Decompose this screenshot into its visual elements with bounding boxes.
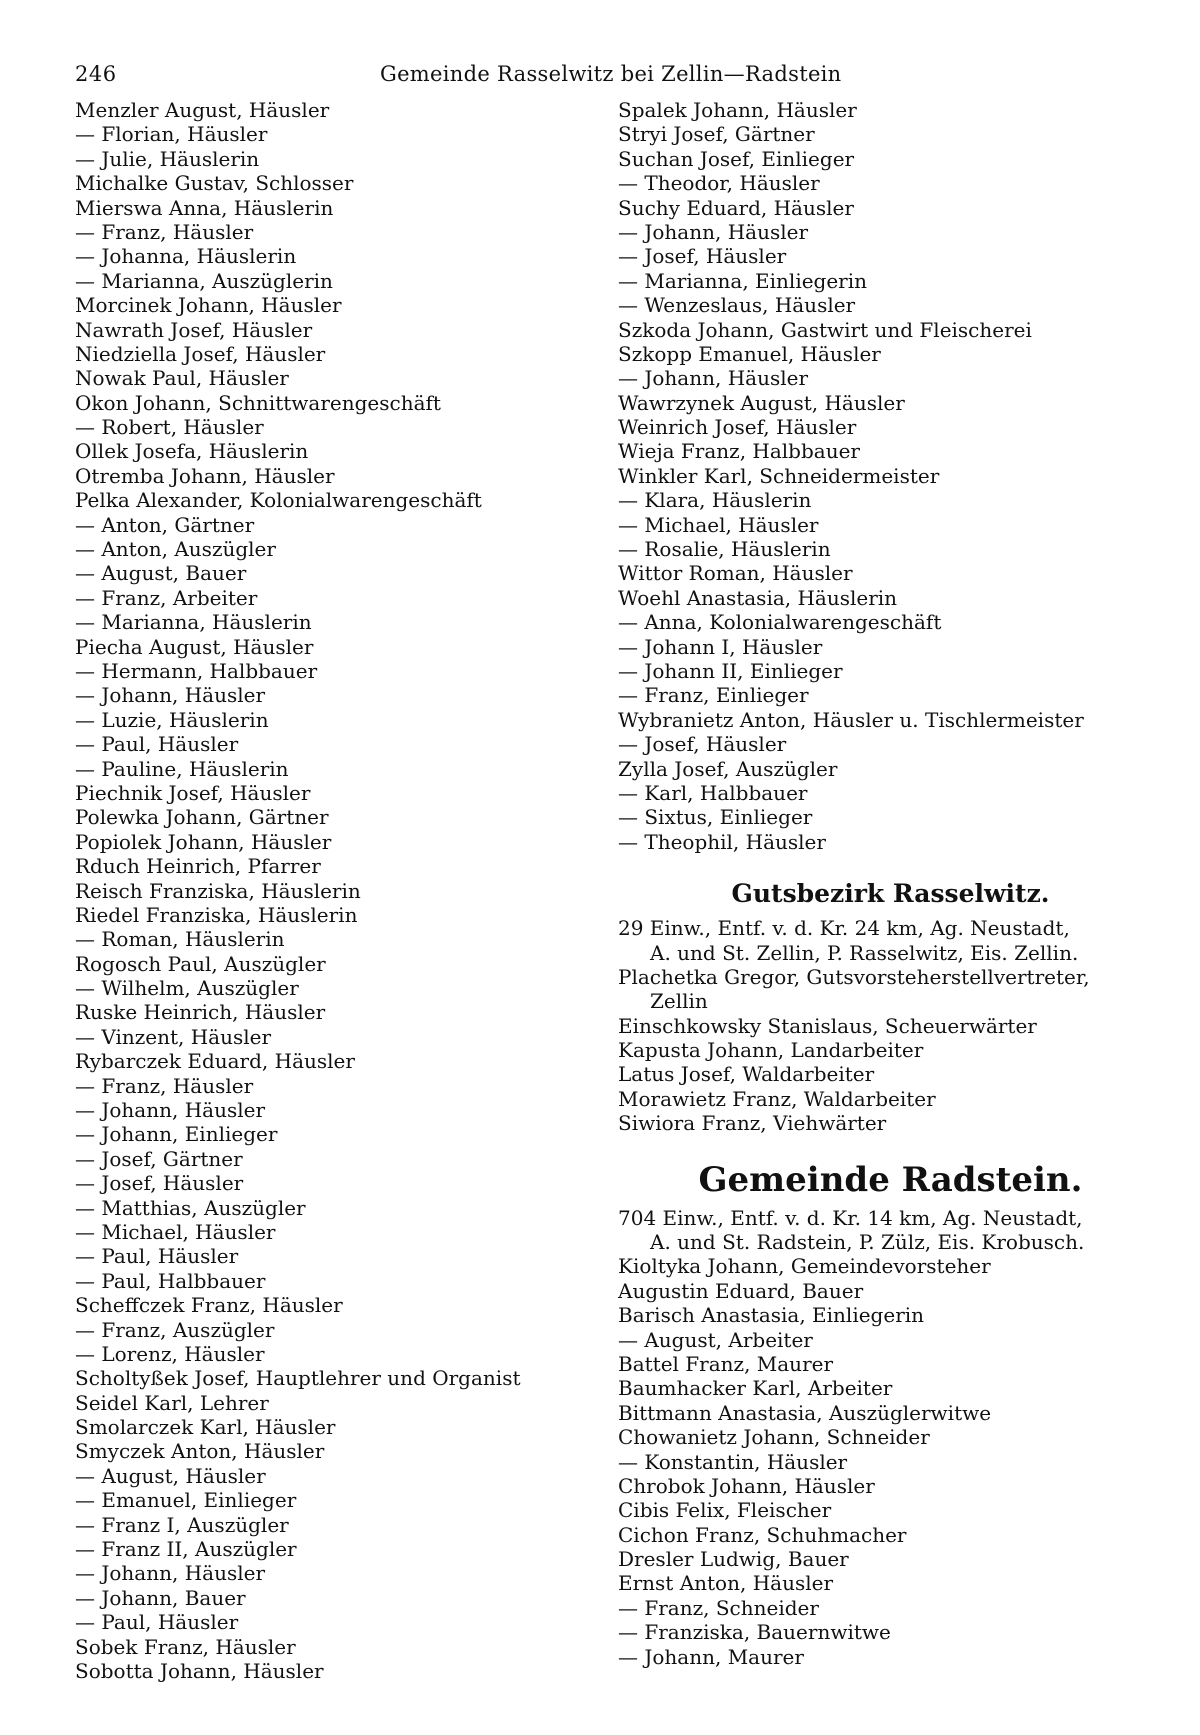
list-item: Seidel Karl, Lehrer xyxy=(75,1390,269,1415)
section-info-radstein xyxy=(618,1206,1163,1255)
list-item: Smolarczek Karl, Häusler xyxy=(75,1415,336,1440)
list-item: — Marianna, Einliegerin xyxy=(618,268,868,293)
list-item: — Johann, Häusler xyxy=(75,1098,265,1123)
list-item: — Franz, Häusler xyxy=(75,219,254,244)
list-item: — Wilhelm, Auszügler xyxy=(75,976,299,1001)
list-item: — Franz II, Auszügler xyxy=(75,1537,297,1562)
list-item: Smyczek Anton, Häusler xyxy=(75,1439,325,1464)
list-item: Zylla Josef, Auszügler xyxy=(618,756,838,781)
list-item: — Franz I, Auszügler xyxy=(75,1512,289,1537)
list-item: Wybranietz Anton, Häusler u. Tischlermeister xyxy=(618,707,1084,732)
list-item: Szkopp Emanuel, Häusler xyxy=(618,341,881,366)
list-item: Scheffczek Franz, Häusler xyxy=(75,1293,343,1318)
list-item: Niedziella Josef, Häusler xyxy=(75,341,326,366)
list-item: — Johann, Bauer xyxy=(75,1585,246,1610)
list-item: — August, Häusler xyxy=(75,1463,266,1488)
list-item: Plachetka Gregor, Gutsvorsteherstellvertreter, xyxy=(618,964,1090,989)
list-item: Barisch Anastasia, Einliegerin xyxy=(618,1303,925,1328)
running-head: Gemeinde Rasselwitz bei Zellin—Radstein xyxy=(380,62,842,86)
list-item: Wawrzynek August, Häusler xyxy=(618,390,905,415)
list-item: — Anna, Kolonialwarengeschäft xyxy=(618,610,942,635)
list-item: Bittmann Anastasia, Auszüglerwitwe xyxy=(618,1400,992,1425)
list-item: — Paul, Häusler xyxy=(75,1244,239,1269)
list-item: Kioltyka Johann, Gemeindevorsteher xyxy=(618,1254,991,1279)
list-item: Chrobok Johann, Häusler xyxy=(618,1473,875,1498)
list-item: Cichon Franz, Schuhmacher xyxy=(618,1522,907,1547)
list-item: — Klara, Häuslerin xyxy=(618,488,812,513)
list-item: Chowanietz Johann, Schneider xyxy=(618,1425,930,1450)
list-item: — Luzie, Häuslerin xyxy=(75,707,269,732)
info-line: A. und St. Zellin, P. Rasselwitz, Eis. Zellin. xyxy=(650,940,1079,965)
list-item: Weinrich Josef, Häusler xyxy=(618,415,857,440)
list-item: Cibis Felix, Fleischer xyxy=(618,1498,832,1523)
list-item: — Franz, Schneider xyxy=(618,1595,819,1620)
list-item: Wieja Franz, Halbbauer xyxy=(618,439,860,464)
right-column xyxy=(618,98,1163,1669)
list-item: Piecha August, Häusler xyxy=(75,634,314,659)
list-item: Nawrath Josef, Häusler xyxy=(75,317,313,342)
list-item: — Sixtus, Einlieger xyxy=(618,805,813,830)
list-item: Otremba Johann, Häusler xyxy=(75,463,335,488)
section-heading-gutsbezirk: Gutsbezirk Rasselwitz. xyxy=(731,879,1050,909)
list-item: Dresler Ludwig, Bauer xyxy=(618,1547,849,1572)
list-item: Sobek Franz, Häusler xyxy=(75,1634,296,1659)
list-item: — Franz, Häusler xyxy=(75,1073,254,1098)
list-item: Latus Josef, Waldarbeiter xyxy=(618,1062,875,1087)
section-entries-gutsbezirk xyxy=(618,1014,1163,1136)
list-item: Siwiora Franz, Viehwärter xyxy=(618,1111,887,1136)
list-item: — Vinzent, Häusler xyxy=(75,1024,272,1049)
list-item: Pelka Alexander, Kolonialwarengeschäft xyxy=(75,488,482,513)
info-line: 704 Einw., Entf. v. d. Kr. 14 km, Ag. Neustadt, xyxy=(618,1205,1083,1230)
list-item: — Franz, Arbeiter xyxy=(75,585,258,610)
list-item: Rduch Heinrich, Pfarrer xyxy=(75,854,321,879)
list-item: Stryi Josef, Gärtner xyxy=(618,122,815,147)
list-item: Kapusta Johann, Landarbeiter xyxy=(618,1038,924,1063)
list-item: — Konstantin, Häusler xyxy=(618,1449,848,1474)
list-item: Ruske Heinrich, Häusler xyxy=(75,1000,326,1025)
list-item: — Michael, Häusler xyxy=(618,512,819,537)
list-item: Reisch Franziska, Häuslerin xyxy=(75,878,361,903)
list-item: — Johanna, Häuslerin xyxy=(75,244,297,269)
list-item: — Johann, Einlieger xyxy=(75,1122,278,1147)
list-item: — Franziska, Bauernwitwe xyxy=(618,1620,891,1645)
list-item: — Robert, Häusler xyxy=(75,415,264,440)
info-line: A. und St. Radstein, P. Zülz, Eis. Krobusch. xyxy=(650,1230,1085,1255)
list-item: — Josef, Häusler xyxy=(618,732,787,757)
list-item: Popiolek Johann, Häusler xyxy=(75,829,332,854)
list-item: Woehl Anastasia, Häuslerin xyxy=(618,585,898,610)
list-item: — Roman, Häuslerin xyxy=(75,927,285,952)
left-column xyxy=(75,98,605,1683)
list-item: — Josef, Gärtner xyxy=(75,1146,243,1171)
section-heading-gemeinde-radstein: Gemeinde Radstein. xyxy=(698,1159,1083,1200)
list-item: Polewka Johann, Gärtner xyxy=(75,805,329,830)
list-item: — August, Arbeiter xyxy=(618,1327,813,1352)
list-item: — Rosalie, Häuslerin xyxy=(618,537,831,562)
list-item: — Johann I, Häusler xyxy=(618,634,823,659)
list-item: — Michael, Häusler xyxy=(75,1219,276,1244)
list-item: — Johann, Häusler xyxy=(75,683,265,708)
list-item: — Anton, Auszügler xyxy=(75,537,276,562)
list-item: Sobotta Johann, Häusler xyxy=(75,1659,324,1683)
list-item: — Paul, Häusler xyxy=(75,732,239,757)
list-item: — Johann, Häusler xyxy=(618,219,808,244)
list-item: — Marianna, Auszüglerin xyxy=(75,268,333,293)
list-item: — Matthias, Auszügler xyxy=(75,1195,306,1220)
list-item: — Josef, Häusler xyxy=(618,244,787,269)
right-entries-top xyxy=(618,98,1163,854)
list-item: Szkoda Johann, Gastwirt und Fleischerei xyxy=(618,317,1032,342)
list-item: Baumhacker Karl, Arbeiter xyxy=(618,1376,893,1401)
list-item: — Lorenz, Häusler xyxy=(75,1341,265,1366)
list-item: Suchan Josef, Einlieger xyxy=(618,146,855,171)
info-line: 29 Einw., Entf. v. d. Kr. 24 km, Ag. Neustadt, xyxy=(618,916,1070,941)
list-item: Michalke Gustav, Schlosser xyxy=(75,171,354,196)
list-item: — Josef, Häusler xyxy=(75,1171,244,1196)
list-item: — Pauline, Häuslerin xyxy=(75,756,289,781)
page-number: 246 xyxy=(75,62,117,86)
list-item: Riedel Franziska, Häuslerin xyxy=(75,902,358,927)
section-entries-radstein xyxy=(618,1254,1163,1669)
list-item: — Paul, Halbbauer xyxy=(75,1268,266,1293)
list-item: Okon Johann, Schnittwarengeschäft xyxy=(75,390,441,415)
list-item: — Johann, Häusler xyxy=(618,366,808,391)
list-item: — Franz, Auszügler xyxy=(75,1317,275,1342)
list-item: — Johann, Maurer xyxy=(618,1644,804,1669)
list-item: — Paul, Häusler xyxy=(75,1610,239,1635)
list-item: Mierswa Anna, Häuslerin xyxy=(75,195,334,220)
list-item: — Johann, Häusler xyxy=(75,1561,265,1586)
list-item: — Johann II, Einlieger xyxy=(618,658,843,683)
list-item: Einschkowsky Stanislaus, Scheuerwärter xyxy=(618,1013,1037,1038)
list-item: — Florian, Häusler xyxy=(75,122,268,147)
list-item: Ernst Anton, Häusler xyxy=(618,1571,833,1596)
list-item: — Emanuel, Einlieger xyxy=(75,1488,297,1513)
list-item: Battel Franz, Maurer xyxy=(618,1351,834,1376)
list-item: Piechnik Josef, Häusler xyxy=(75,780,311,805)
list-item: Rogosch Paul, Auszügler xyxy=(75,951,326,976)
list-item: Scholtyßek Josef, Hauptlehrer und Organist xyxy=(75,1366,521,1391)
list-item: Morcinek Johann, Häusler xyxy=(75,293,342,318)
list-item: Nowak Paul, Häusler xyxy=(75,366,289,391)
list-item: — August, Bauer xyxy=(75,561,247,586)
list-item: Suchy Eduard, Häusler xyxy=(618,195,854,220)
list-item: Winkler Karl, Schneidermeister xyxy=(618,463,940,488)
list-item: — Julie, Häuslerin xyxy=(75,146,260,171)
list-item: — Karl, Halbbauer xyxy=(618,780,808,805)
list-item: Augustin Eduard, Bauer xyxy=(618,1278,864,1303)
section-info-gutsbezirk xyxy=(618,916,1163,965)
list-item: — Anton, Gärtner xyxy=(75,512,255,537)
list-item: — Wenzeslaus, Häusler xyxy=(618,293,856,318)
list-item-continuation: Zellin xyxy=(650,989,708,1014)
list-item: — Marianna, Häuslerin xyxy=(75,610,312,635)
list-item: — Theodor, Häusler xyxy=(618,171,820,196)
list-item: Spalek Johann, Häusler xyxy=(618,98,857,122)
list-item: — Theophil, Häusler xyxy=(618,829,826,854)
list-item: Wittor Roman, Häusler xyxy=(618,561,853,586)
list-item: — Franz, Einlieger xyxy=(618,683,809,708)
list-item: Menzler August, Häusler xyxy=(75,98,330,122)
list-item: Rybarczek Eduard, Häusler xyxy=(75,1049,355,1074)
list-item: Morawietz Franz, Waldarbeiter xyxy=(618,1086,936,1111)
list-item: Ollek Josefa, Häuslerin xyxy=(75,439,309,464)
list-item: — Hermann, Halbbauer xyxy=(75,658,318,683)
